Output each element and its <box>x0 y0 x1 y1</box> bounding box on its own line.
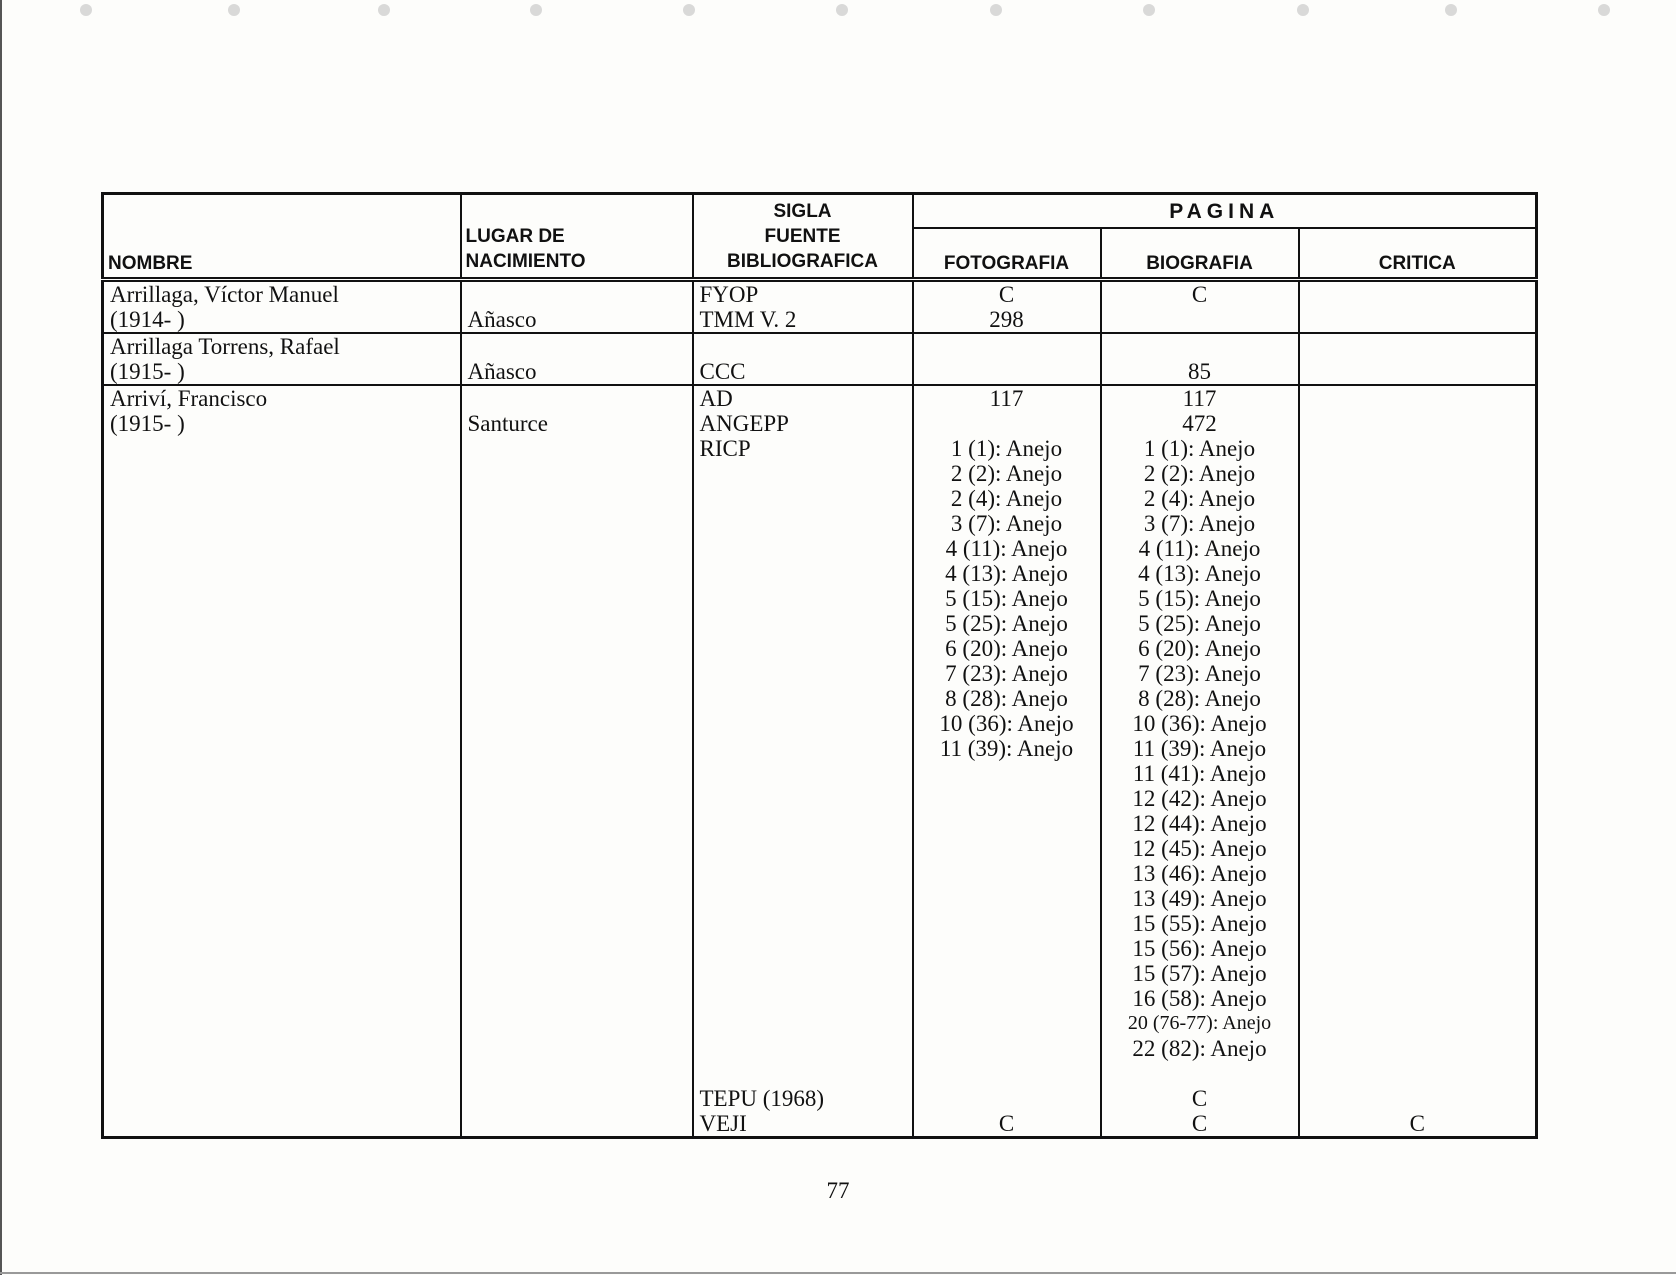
cell-line: 22 (82): Anejo <box>1132 1036 1267 1061</box>
cell-line <box>468 1061 686 1086</box>
punch-hole <box>378 4 390 16</box>
cell-line <box>920 911 1094 936</box>
cell-line: Arriví, Francisco <box>110 386 268 411</box>
cell-line: Añasco <box>467 307 537 332</box>
cell-line <box>1306 936 1530 961</box>
cell-sigla <box>693 385 913 1138</box>
cell-line: C <box>1191 1086 1208 1111</box>
cell-line <box>1306 886 1530 911</box>
cell-line: C <box>1191 282 1208 307</box>
cell-line <box>110 886 454 911</box>
cell-line <box>700 561 906 586</box>
cell-line <box>468 711 686 736</box>
cell-line: 7 (23): Anejo <box>1138 661 1261 686</box>
cell-line <box>468 1086 686 1111</box>
cell-line <box>110 436 454 461</box>
header-sigla: SIGLA FUENTE BIBLIOGRAFICA <box>693 194 913 280</box>
header-pagina: PAGINA <box>913 194 1537 229</box>
cell-line <box>920 1036 1094 1061</box>
cell-line <box>110 511 454 536</box>
cell-line <box>1306 461 1530 486</box>
cell-line <box>110 811 454 836</box>
punch-hole <box>530 4 542 16</box>
cell-line: (1914- ) <box>110 307 185 332</box>
cell-line: 117 <box>1182 386 1217 411</box>
table-row <box>103 280 1537 334</box>
cell-line <box>1306 511 1530 536</box>
cell-line <box>110 786 454 811</box>
cell-line: Arrillaga Torrens, Rafael <box>110 334 340 359</box>
cell-line <box>110 911 454 936</box>
cell-line <box>700 461 906 486</box>
punch-holes <box>0 0 1676 30</box>
cell-line <box>700 611 906 636</box>
cell-line <box>110 936 454 961</box>
cell-line <box>110 661 454 686</box>
cell-line: 4 (11): Anejo <box>945 536 1068 561</box>
cell-biografia <box>1101 280 1299 334</box>
cell-line <box>1306 861 1530 886</box>
cell-line: 11 (39): Anejo <box>1132 736 1267 761</box>
cell-line <box>1306 536 1530 561</box>
punch-hole <box>228 4 240 16</box>
cell-line <box>110 1086 454 1111</box>
cell-line: Añasco <box>467 359 537 384</box>
cell-line <box>920 359 1094 384</box>
cell-line <box>700 911 906 936</box>
cell-line <box>468 986 686 1011</box>
cell-line <box>468 461 686 486</box>
cell-line: 4 (13): Anejo <box>945 561 1068 586</box>
header-biografia: BIOGRAFIA <box>1101 228 1299 280</box>
cell-line: TMM V. 2 <box>699 307 797 332</box>
cell-line: 8 (28): Anejo <box>945 686 1068 711</box>
cell-sigla <box>693 333 913 385</box>
cell-line <box>1108 334 1292 359</box>
cell-line <box>1306 736 1530 761</box>
cell-line: 298 <box>989 307 1024 332</box>
cell-line <box>110 636 454 661</box>
cell-line <box>700 1061 906 1086</box>
cell-biografia <box>1101 385 1299 1138</box>
cell-line <box>468 586 686 611</box>
cell-lugar <box>461 385 693 1138</box>
cell-line <box>920 986 1094 1011</box>
cell-line <box>110 1036 454 1061</box>
cell-line: FYOP <box>699 282 759 307</box>
cell-line <box>920 961 1094 986</box>
cell-line <box>1306 586 1530 611</box>
punch-hole <box>683 4 695 16</box>
cell-line: TEPU (1968) <box>699 1086 825 1111</box>
cell-line <box>110 1061 454 1086</box>
cell-sigla <box>693 280 913 334</box>
cell-line <box>920 1086 1094 1111</box>
cell-line <box>1108 307 1292 332</box>
header-lugar: LUGAR DE NACIMIENTO <box>461 194 693 280</box>
cell-line <box>110 836 454 861</box>
cell-line: 12 (45): Anejo <box>1132 836 1267 861</box>
cell-line <box>700 961 906 986</box>
cell-line: 4 (11): Anejo <box>1138 536 1261 561</box>
cell-line: 6 (20): Anejo <box>945 636 1068 661</box>
cell-fotografia <box>913 280 1101 334</box>
cell-line <box>700 334 906 359</box>
punch-hole <box>1143 4 1155 16</box>
cell-line <box>110 586 454 611</box>
cell-line <box>468 486 686 511</box>
cell-line: 20 (76-77): Anejo <box>1127 1012 1272 1034</box>
cell-line <box>468 436 686 461</box>
cell-line: 15 (55): Anejo <box>1132 911 1267 936</box>
cell-line <box>468 736 686 761</box>
cell-line: 1 (1): Anejo <box>950 436 1063 461</box>
cell-line <box>700 536 906 561</box>
header-critica: CRITICA <box>1299 228 1537 280</box>
cell-line <box>468 611 686 636</box>
cell-line <box>920 861 1094 886</box>
cell-line: 12 (44): Anejo <box>1132 811 1267 836</box>
cell-line <box>1306 1036 1530 1061</box>
cell-line <box>700 861 906 886</box>
header-nombre: NOMBRE <box>103 194 461 280</box>
cell-nombre <box>103 385 461 1138</box>
header-fotografia: FOTOGRAFIA <box>913 228 1101 280</box>
cell-line <box>468 886 686 911</box>
cell-line: 85 <box>1188 359 1211 384</box>
cell-line <box>1306 1061 1530 1086</box>
cell-line <box>1306 561 1530 586</box>
cell-line: 8 (28): Anejo <box>1138 686 1261 711</box>
cell-critica <box>1299 280 1537 334</box>
cell-line <box>700 686 906 711</box>
punch-hole <box>1445 4 1457 16</box>
cell-line: 16 (58): Anejo <box>1132 986 1267 1011</box>
cell-line <box>920 836 1094 861</box>
table-body <box>103 280 1537 1138</box>
cell-line <box>700 936 906 961</box>
cell-line <box>700 711 906 736</box>
punch-hole <box>990 4 1002 16</box>
cell-line <box>468 334 686 359</box>
cell-line <box>110 1011 454 1036</box>
cell-line <box>110 611 454 636</box>
cell-nombre <box>103 333 461 385</box>
cell-line <box>468 386 686 411</box>
cell-critica <box>1299 385 1537 1138</box>
cell-line <box>700 886 906 911</box>
cell-line <box>700 836 906 861</box>
cell-line <box>468 561 686 586</box>
cell-line <box>110 486 454 511</box>
cell-line <box>920 786 1094 811</box>
cell-line: RICP <box>699 436 751 461</box>
cell-line <box>468 1036 686 1061</box>
cell-line <box>468 1011 686 1036</box>
cell-line <box>468 761 686 786</box>
cell-line <box>700 1011 906 1036</box>
cell-fotografia <box>913 333 1101 385</box>
cell-line: 3 (7): Anejo <box>1143 511 1256 536</box>
cell-line: 117 <box>989 386 1024 411</box>
cell-line: 12 (42): Anejo <box>1132 786 1267 811</box>
cell-line: 7 (23): Anejo <box>945 661 1068 686</box>
cell-line <box>468 811 686 836</box>
cell-line <box>1306 386 1530 411</box>
cell-line <box>110 736 454 761</box>
cell-line <box>700 511 906 536</box>
cell-line: 15 (57): Anejo <box>1132 961 1267 986</box>
cell-nombre <box>103 280 461 334</box>
cell-line <box>1306 307 1530 332</box>
cell-line <box>700 661 906 686</box>
cell-line <box>1306 334 1530 359</box>
cell-line <box>920 886 1094 911</box>
cell-line <box>468 786 686 811</box>
punch-hole <box>80 4 92 16</box>
cell-line <box>468 861 686 886</box>
cell-line: CCC <box>699 359 746 384</box>
cell-line: 2 (4): Anejo <box>950 486 1063 511</box>
table-row <box>103 385 1537 1138</box>
cell-line: 6 (20): Anejo <box>1138 636 1261 661</box>
table-row <box>103 333 1537 385</box>
cell-line <box>468 936 686 961</box>
cell-line <box>110 461 454 486</box>
cell-line: 13 (46): Anejo <box>1132 861 1267 886</box>
cell-line <box>1306 411 1530 436</box>
cell-line <box>110 1111 454 1136</box>
cell-line <box>1306 986 1530 1011</box>
cell-line: 11 (39): Anejo <box>939 736 1074 761</box>
cell-line <box>1108 1061 1292 1086</box>
cell-line <box>468 282 686 307</box>
cell-line: VEJI <box>699 1111 747 1136</box>
punch-hole <box>836 4 848 16</box>
cell-line <box>1306 836 1530 861</box>
cell-line: C <box>998 282 1015 307</box>
cell-line <box>1306 786 1530 811</box>
cell-line <box>1306 1086 1530 1111</box>
cell-line <box>700 786 906 811</box>
cell-line <box>468 511 686 536</box>
cell-line <box>110 711 454 736</box>
page-number: 77 <box>826 1178 850 1203</box>
cell-line <box>1306 911 1530 936</box>
cell-line <box>920 811 1094 836</box>
cell-line <box>110 986 454 1011</box>
cell-line: Arrillaga, Víctor Manuel <box>110 282 339 307</box>
cell-line <box>920 1011 1094 1036</box>
cell-line: 5 (25): Anejo <box>1138 611 1261 636</box>
punch-hole <box>1598 4 1610 16</box>
cell-line <box>110 861 454 886</box>
cell-line <box>1306 486 1530 511</box>
cell-line <box>468 836 686 861</box>
cell-lugar <box>461 333 693 385</box>
cell-line: 15 (56): Anejo <box>1132 936 1267 961</box>
cell-line <box>468 636 686 661</box>
cell-line <box>1306 282 1530 307</box>
cell-line <box>1306 611 1530 636</box>
cell-line <box>700 1036 906 1061</box>
cell-line: 2 (2): Anejo <box>950 461 1063 486</box>
cell-line: 2 (4): Anejo <box>1143 486 1256 511</box>
cell-line <box>700 486 906 511</box>
cell-line: 4 (13): Anejo <box>1138 561 1261 586</box>
cell-line: C <box>998 1111 1015 1136</box>
cell-line <box>468 661 686 686</box>
punch-hole <box>1297 4 1309 16</box>
cell-lugar <box>461 280 693 334</box>
cell-line <box>468 961 686 986</box>
cell-line <box>1306 436 1530 461</box>
cell-line <box>1306 711 1530 736</box>
cell-line: 5 (25): Anejo <box>945 611 1068 636</box>
cell-line: 10 (36): Anejo <box>939 711 1074 736</box>
cell-biografia <box>1101 333 1299 385</box>
cell-line <box>1306 811 1530 836</box>
cell-line <box>110 561 454 586</box>
cell-line <box>468 1111 686 1136</box>
cell-line <box>1306 1011 1530 1036</box>
cell-line: 13 (49): Anejo <box>1132 886 1267 911</box>
cell-line <box>700 986 906 1011</box>
cell-line <box>110 536 454 561</box>
cell-line: (1915- ) <box>110 359 185 384</box>
cell-line <box>110 961 454 986</box>
cell-line <box>1306 961 1530 986</box>
cell-line <box>920 936 1094 961</box>
cell-critica <box>1299 333 1537 385</box>
cell-line: ANGEPP <box>699 411 789 436</box>
cell-line: 5 (15): Anejo <box>1138 586 1261 611</box>
cell-line: 10 (36): Anejo <box>1132 711 1267 736</box>
cell-line <box>468 536 686 561</box>
scan-left-edge <box>0 0 2 1275</box>
register-table <box>101 192 1538 1139</box>
cell-line <box>700 761 906 786</box>
cell-line <box>468 686 686 711</box>
cell-line <box>700 636 906 661</box>
cell-line <box>700 811 906 836</box>
cell-line <box>700 736 906 761</box>
cell-line: C <box>1191 1111 1208 1136</box>
scan-bottom-edge <box>0 1272 1676 1274</box>
cell-line <box>920 334 1094 359</box>
cell-line <box>1306 761 1530 786</box>
cell-line: 472 <box>1182 411 1217 436</box>
cell-line <box>920 1061 1094 1086</box>
cell-line <box>468 911 686 936</box>
cell-line: 1 (1): Anejo <box>1143 436 1256 461</box>
cell-line: 5 (15): Anejo <box>945 586 1068 611</box>
cell-line <box>110 761 454 786</box>
cell-line: 11 (41): Anejo <box>1132 761 1267 786</box>
cell-line <box>920 411 1094 436</box>
cell-fotografia <box>913 385 1101 1138</box>
cell-line: C <box>1409 1111 1425 1136</box>
cell-line <box>1306 636 1530 661</box>
cell-line: 3 (7): Anejo <box>950 511 1063 536</box>
cell-line <box>1306 359 1530 384</box>
cell-line: 2 (2): Anejo <box>1143 461 1256 486</box>
table-header <box>103 194 1537 280</box>
cell-line <box>1306 661 1530 686</box>
cell-line: AD <box>699 386 733 411</box>
cell-line <box>700 586 906 611</box>
cell-line: Santurce <box>467 411 548 436</box>
cell-line: (1915- ) <box>110 411 185 436</box>
cell-line <box>920 761 1094 786</box>
cell-line <box>1306 686 1530 711</box>
cell-line <box>110 686 454 711</box>
